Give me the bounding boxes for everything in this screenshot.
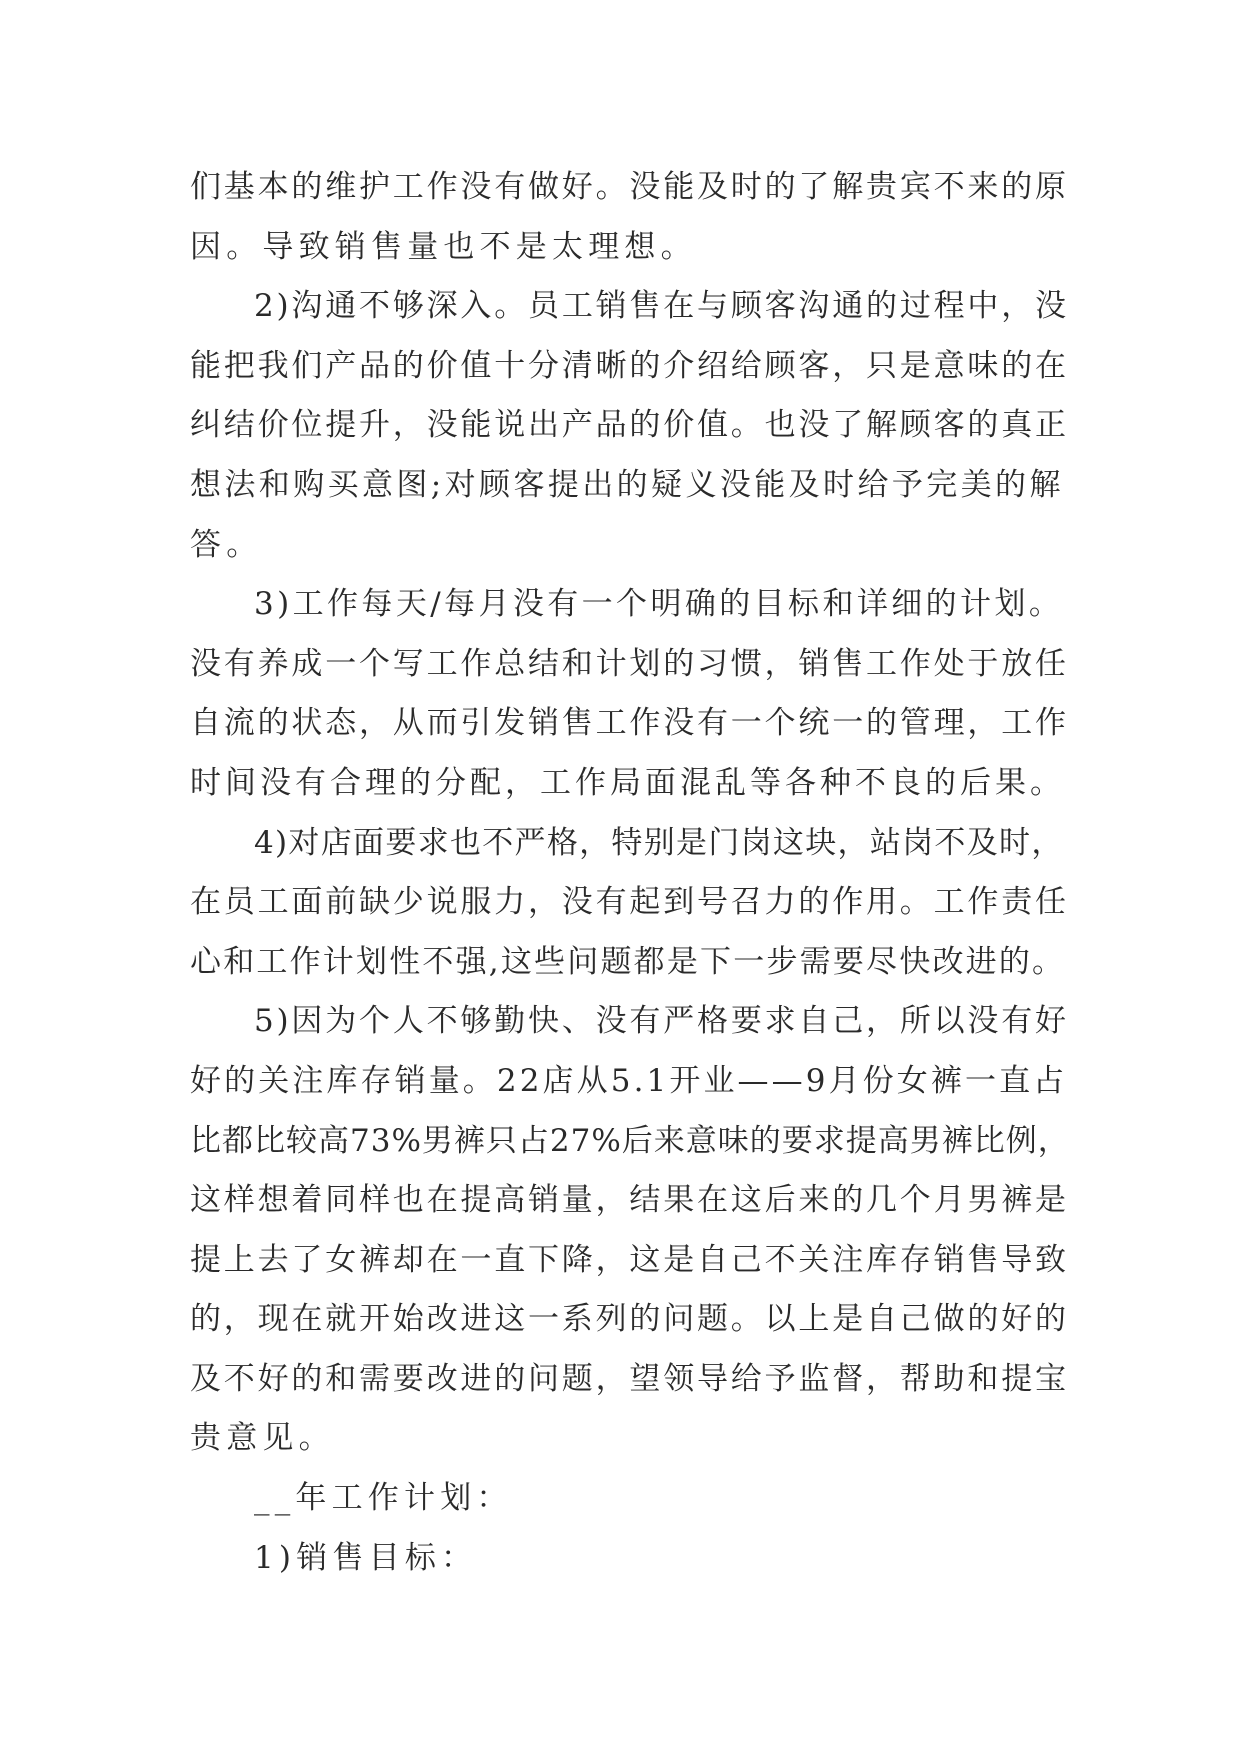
text-line: 纠结价位提升，没能说出产品的价值。也没了解顾客的真正 (190, 407, 1069, 444)
list-item-heading: 1)销售目标： (254, 1539, 478, 1576)
text-line: 时间没有合理的分配，工作局面混乱等各种不良的后果。 (190, 764, 1065, 801)
paragraph-start-line: 2)沟通不够深入。员工销售在与顾客沟通的过程中，没 (254, 288, 1069, 325)
text-line: 比都比较高73%男裤只占27%后来意味的要求提高男裤比例， (190, 1122, 1070, 1159)
section-heading: __年工作计划： (254, 1480, 513, 1517)
text-line: 的，现在就开始改进这一系列的问题。以上是自己做的好的 (190, 1301, 1069, 1338)
paragraph-start-line: 4)对店面要求也不严格，特别是门岗这块，站岗不及时， (254, 824, 1064, 861)
text-line: 提上去了女裤却在一直下降，这是自己不关注库存销售导致 (190, 1241, 1069, 1278)
text-line: 心和工作计划性不强,这些问题都是下一步需要尽快改进的。 (190, 943, 1066, 980)
text-line: 在员工面前缺少说服力，没有起到号召力的作用。工作责任 (190, 884, 1069, 921)
document-body (190, 158, 1070, 1588)
text-line: 答。 (190, 526, 263, 563)
text-line: 没有养成一个写工作总结和计划的习惯，销售工作处于放任 (190, 645, 1069, 682)
text-line: 自流的状态，从而引发销售工作没有一个统一的管理，工作 (190, 705, 1069, 742)
text-line: 及不好的和需要改进的问题，望领导给予监督，帮助和提宝 (190, 1360, 1069, 1397)
paragraph-start-line: 3)工作每天/每月没有一个明确的目标和详细的计划。 (254, 586, 1064, 623)
paragraph-start-line: 5)因为个人不够勤快、没有严格要求自己，所以没有好 (254, 1003, 1069, 1040)
text-line: 想法和购买意图;对顾客提出的疑义没能及时给予完美的解 (190, 466, 1064, 503)
text-line: 因。导致销售量也不是太理想。 (190, 228, 697, 265)
text-line: 贵意见。 (190, 1420, 335, 1457)
text-line: 这样想着同样也在提高销量，结果在这后来的几个月男裤是 (190, 1182, 1069, 1219)
text-line: 好的关注库存销量。22店从5.1开业——9月份女裤一直占 (190, 1062, 1068, 1099)
text-line: 们基本的维护工作没有做好。没能及时的了解贵宾不来的原 (190, 169, 1069, 205)
text-line: 能把我们产品的价值十分清晰的介绍给顾客，只是意味的在 (190, 347, 1069, 384)
